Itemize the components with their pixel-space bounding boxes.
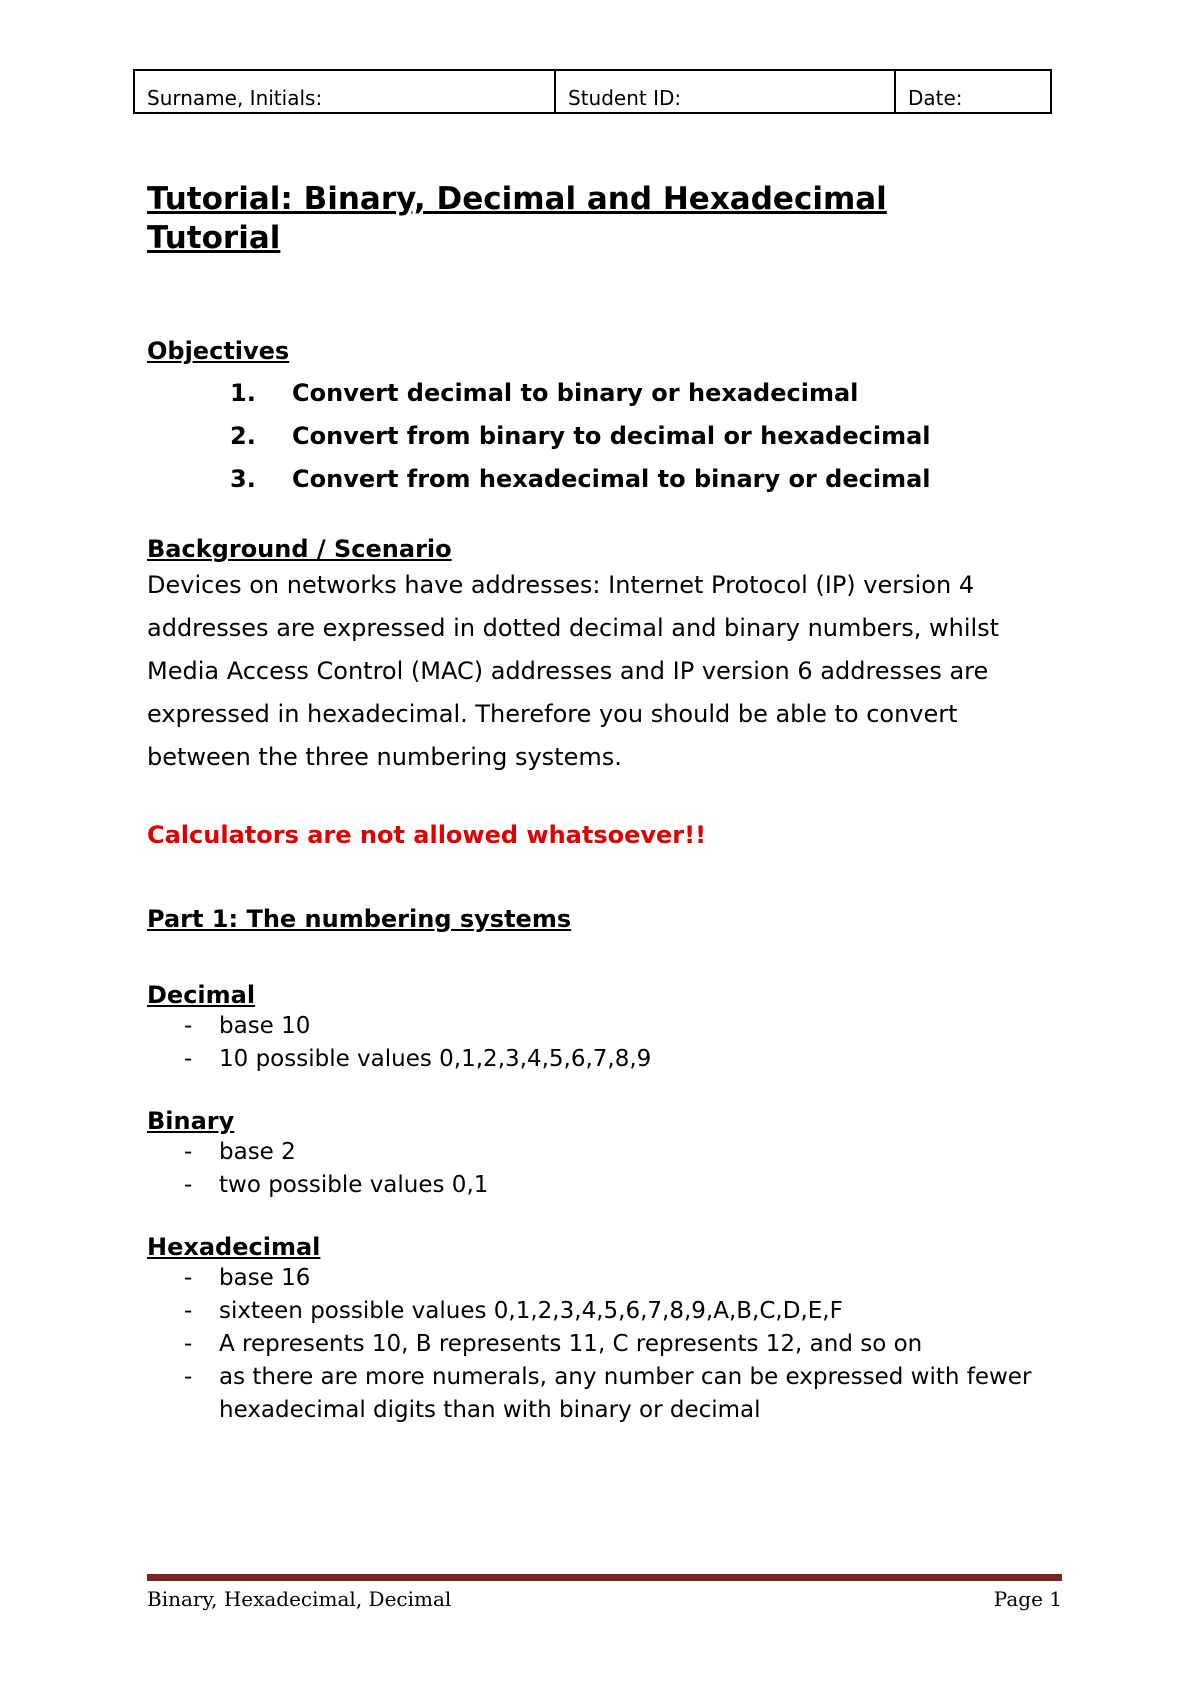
objective-item (147, 464, 1047, 494)
student-id-cell[interactable] (555, 70, 895, 113)
list-item-text: base 10 (219, 1013, 311, 1039)
decimal-heading: Decimal (147, 981, 256, 1009)
hexadecimal-heading: Hexadecimal (147, 1233, 321, 1261)
objectives-heading: Objectives (147, 337, 290, 365)
list-item-text: two possible values 0,1 (219, 1172, 489, 1198)
objective-item (147, 421, 1047, 451)
list-item (147, 1361, 1047, 1427)
document-body (147, 180, 1047, 1427)
dash-bullet: - (184, 1265, 193, 1291)
student-id-label: Student ID: (568, 86, 682, 110)
background-heading: Background / Scenario (147, 535, 452, 563)
objective-text: Convert from binary to decimal or hexadecimal (292, 422, 931, 450)
date-cell[interactable] (895, 70, 1051, 113)
objective-number: 1. (230, 379, 256, 407)
list-item-text: 10 possible values 0,1,2,3,4,5,6,7,8,9 (219, 1046, 652, 1072)
dash-bullet: - (184, 1013, 193, 1039)
dash-bullet: - (184, 1139, 193, 1165)
list-item-text: sixteen possible values 0,1,2,3,4,5,6,7,8,9,A,B,C,D,E,F (219, 1298, 843, 1324)
part1-heading: Part 1: The numbering systems (147, 905, 572, 933)
list-item (147, 1328, 1047, 1361)
objective-number: 3. (230, 465, 256, 493)
objective-text: Convert decimal to binary or hexadecimal (292, 379, 859, 407)
surname-cell[interactable] (134, 70, 555, 113)
surname-label: Surname, Initials: (147, 86, 323, 110)
dash-bullet: - (184, 1331, 193, 1357)
footer-document-title: Binary, Hexadecimal, Decimal (147, 1587, 452, 1611)
list-item-text: A represents 10, B represents 11, C represents 12, and so on (219, 1331, 923, 1357)
list-item (147, 1010, 1047, 1043)
page-title: Tutorial: Binary, Decimal and Hexadecimal Tutorial (147, 181, 887, 256)
student-info-table (133, 69, 1052, 114)
decimal-list (147, 1010, 1047, 1076)
objectives-list (147, 378, 1047, 494)
objective-number: 2. (230, 422, 256, 450)
footer-rule (147, 1574, 1062, 1581)
list-item-text: base 16 (219, 1265, 311, 1291)
list-item (147, 1043, 1047, 1076)
dash-bullet: - (184, 1172, 193, 1198)
binary-list (147, 1136, 1047, 1202)
date-label: Date: (908, 86, 963, 110)
binary-heading: Binary (147, 1107, 235, 1135)
calculator-warning: Calculators are not allowed whatsoever!! (147, 821, 707, 849)
list-item (147, 1136, 1047, 1169)
dash-bullet: - (184, 1046, 193, 1072)
list-item-text: base 2 (219, 1139, 296, 1165)
background-paragraph: Devices on networks have addresses: Internet Protocol (IP) version 4 addresses are expressed in dotted decimal and binary numbers, whilst Media Access Control (MAC) addresses and IP version 6 addresses are expressed in hexadecimal. Therefore you should be able to convert between the three numbering systems. (147, 571, 1000, 771)
hexadecimal-list (147, 1262, 1047, 1427)
list-item (147, 1295, 1047, 1328)
list-item (147, 1262, 1047, 1295)
dash-bullet: - (184, 1364, 193, 1390)
footer-page-number: Page 1 (993, 1587, 1062, 1611)
objective-text: Convert from hexadecimal to binary or decimal (292, 465, 931, 493)
objective-item (147, 378, 1047, 408)
list-item-text: as there are more numerals, any number can be expressed with fewer hexadecimal digits than with binary or decimal (219, 1364, 1032, 1423)
dash-bullet: - (184, 1298, 193, 1324)
list-item (147, 1169, 1047, 1202)
